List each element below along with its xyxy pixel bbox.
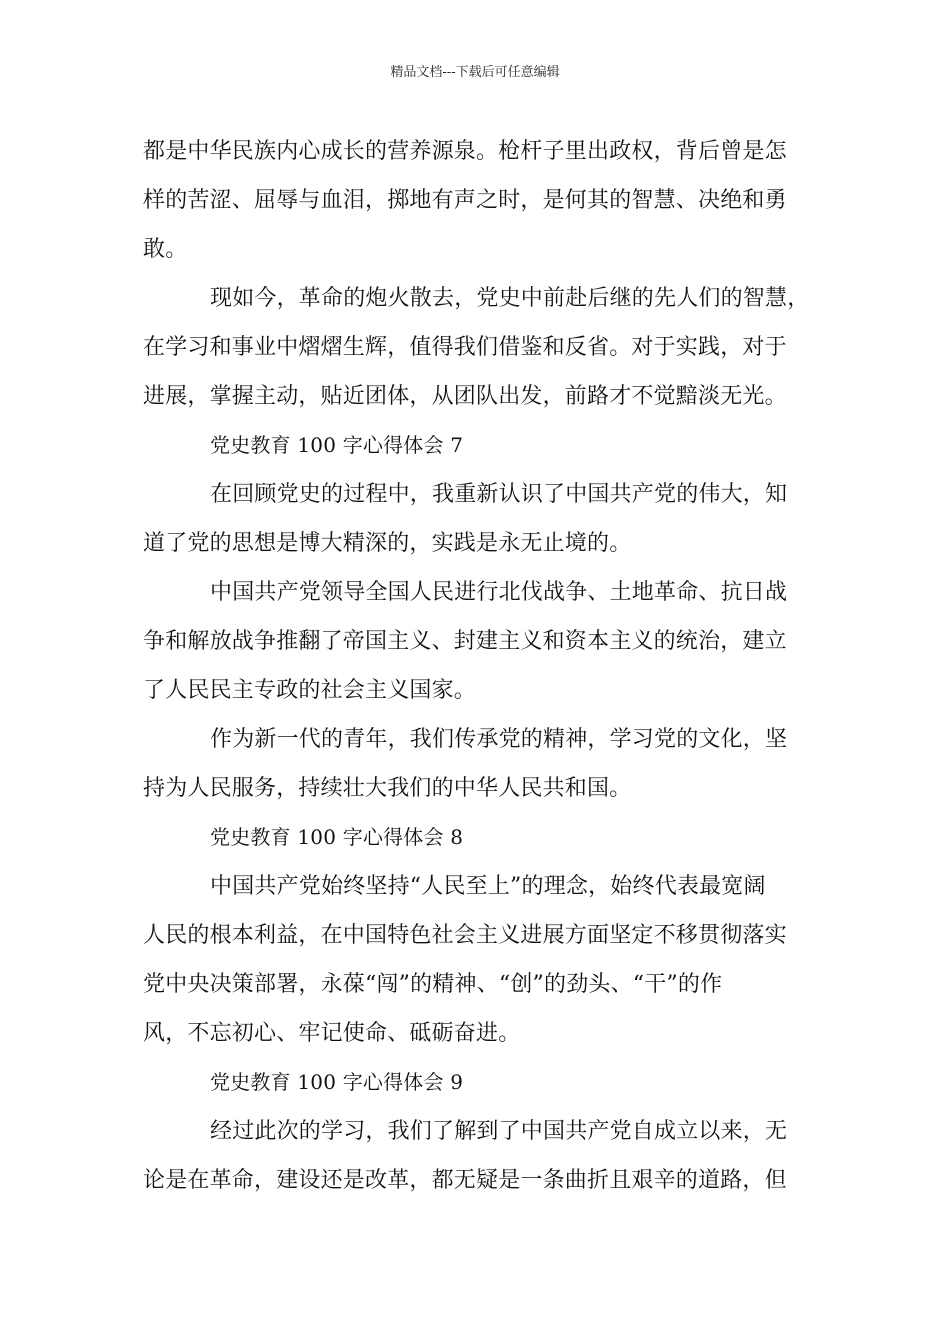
body-line: 持为人民服务，持续壮大我们的中华人民共和国。	[143, 776, 632, 801]
body-line: 都是中华民族内心成长的营养源泉。枪杆子里出政权，背后曾是怎	[143, 139, 787, 164]
body-line: 样的苦涩、屈辱与血泪，掷地有声之时，是何其的智慧、决绝和勇	[143, 188, 787, 213]
paragraph-first-line: 中国共产党始终坚持“人民至上”的理念，始终代表最宽阔	[210, 874, 766, 899]
section-heading: 党史教育 100 字心得体会 9	[210, 1070, 464, 1094]
document-body	[143, 127, 809, 1205]
paragraph-first-line: 经过此次的学习，我们了解到了中国共产党自成立以来，无	[210, 1119, 788, 1144]
paragraph-first-line: 在回顾党史的过程中，我重新认识了中国共产党的伟大，知	[210, 482, 788, 507]
section-heading: 党史教育 100 字心得体会 8	[210, 825, 464, 849]
body-line: 进展，掌握主动，贴近团体，从团队出发，前路才不觉黯淡无光。	[143, 384, 787, 409]
paragraph-first-line: 现如今，革命的炮火散去，党史中前赴后继的先人们的智慧，	[210, 286, 810, 311]
paragraph-first-line: 中国共产党领导全国人民进行北伐战争、土地革命、抗日战	[210, 580, 788, 605]
body-line: 党中央决策部署，永葆“闯”的精神、“创”的劲头、“干”的作	[143, 972, 723, 997]
page-header: 精品文档---下载后可任意编辑	[390, 65, 560, 80]
body-line: 敢。	[143, 237, 188, 262]
body-line: 人民的根本利益，在中国特色社会主义进展方面坚定不移贯彻落实	[143, 923, 787, 948]
body-line: 风，不忘初心、牢记使命、砥砺奋进。	[143, 1021, 521, 1046]
body-line: 了人民民主专政的社会主义国家。	[143, 678, 477, 703]
body-line: 争和解放战争推翻了帝国主义、封建主义和资本主义的统治，建立	[143, 629, 787, 654]
body-line: 论是在革命，建设还是改革，都无疑是一条曲折且艰辛的道路，但	[143, 1168, 787, 1193]
paragraph-first-line: 作为新一代的青年，我们传承党的精神，学习党的文化，坚	[210, 727, 788, 752]
section-heading: 党史教育 100 字心得体会 7	[210, 433, 464, 457]
body-line: 在学习和事业中熠熠生辉，值得我们借鉴和反省。对于实践，对于	[143, 335, 787, 360]
body-line: 道了党的思想是博大精深的，实践是永无止境的。	[143, 531, 632, 556]
